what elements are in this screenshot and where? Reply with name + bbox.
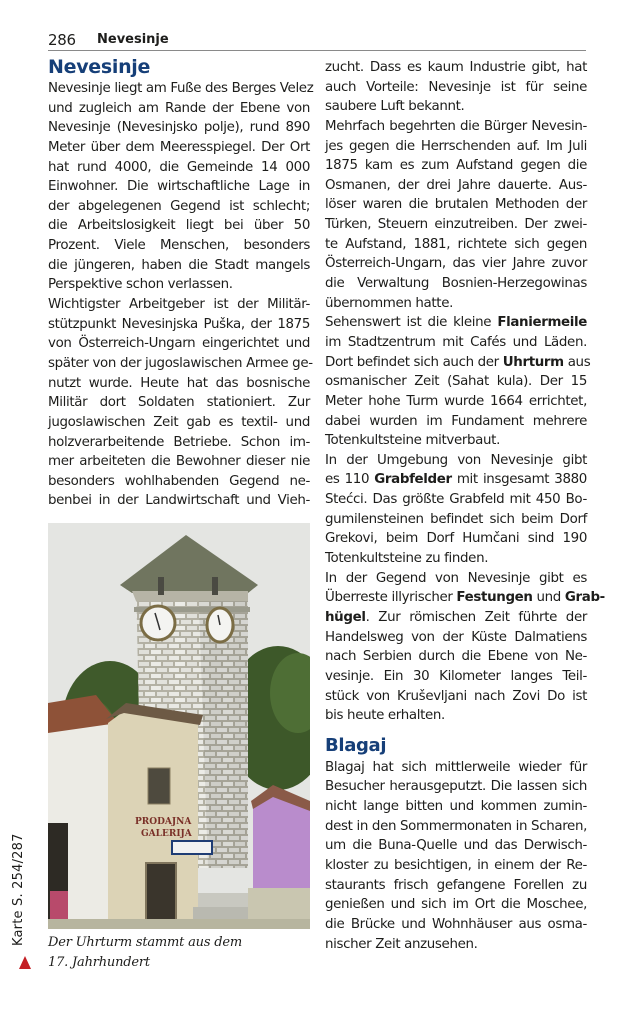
paragraph-blagaj [325,758,587,954]
text-line: dabei wurden im Fundament mehrere [325,413,587,429]
text-line: genießen und sich im Ort die Moschee, [325,897,587,913]
text-line: der abgelegenen Gegend ist schlecht; [48,198,310,214]
running-head [48,30,586,51]
text-line: Österreich-Ungarn, das vier Jahre zuvor [325,256,587,272]
text-line: Türken, Steuern einzutreiben. Der zwei- [325,217,587,233]
text-line: gumilensteinen befindet sich beim Dorf [325,511,587,527]
text-line: zucht. Dass es kaum Industrie gibt, hat [325,60,587,75]
text-line: die Brücke und Wohnhäuser aus osma- [325,916,587,932]
clock-tower-illustration [48,523,310,929]
text-line: Dort befindet sich auch der Uhrturm aus [325,354,591,370]
text-line: die Arbeitslosigkeit liegt bei über 50 [48,218,310,234]
text-line: Besucher herausgeputzt. Die lassen sich [325,779,587,795]
text-line: jes gegen die Herrschenden auf. Im Juli [325,138,587,154]
keyword-flaniermeile: Flaniermeile [497,315,587,331]
keyword-festungen: Festungen [456,590,533,606]
text-line: im Stadtzentrum mit Cafés und Läden. [325,334,587,350]
text-line: Meter hohe Turm wurde 1664 errichtet, [325,393,587,409]
text-line: In der Umgebung von Nevesinje gibt [325,452,587,468]
text-line: mer arbeiteten die Bewohner dieser nie [48,454,310,470]
text-line: stück von Kruševljani nach Zovi Do ist [325,688,587,704]
text-line: Prozent. Viele Menschen, besonders [48,238,310,254]
keyword-grabhuegel: Grab- [564,590,605,606]
text-line: und zugleich am Rande der Ebene von [48,100,310,116]
text-line: 1875 kam es zum Aufstand gegen die [325,158,587,174]
text-line: Osmanen, der drei Jahre dauerte. Aus- [325,177,587,193]
text-line: Überreste illyrischer Festungen und Grab- [325,590,605,606]
paragraph-uprisings [325,117,587,313]
running-title: Nevesinje [97,32,169,47]
text-line: bis heute erhalten. [325,708,445,724]
caption-line: Der Uhrturm stammt aus dem [48,935,243,950]
paragraph-graves [325,451,587,569]
text-line: Totenkultsteine zu finden. [325,551,489,567]
keyword-uhrturm: Uhrturm [502,354,564,370]
text-line: benbei in der Landwirtschaft und Vieh- [48,493,310,509]
svg-text:GALERIJA: GALERIJA [141,829,192,839]
text-line: In der Gegend von Nevesinje gibt es [325,570,587,586]
text-line: jugoslawischen Zeit gab es textil- und [48,414,310,430]
text-line: Grekovi, beim Dorf Humčani sind 190 [325,531,587,547]
left-column [48,55,314,511]
text-line: Militär dort Soldaten stationiert. Zur [48,395,310,411]
text-line: Blagaj hat sich mittlerweile wieder für [325,759,587,775]
text-line: später von der jugoslawischen Armee ge- [48,355,313,371]
text-line: stützpunkt Nevesinjska Puška, der 1875 [48,316,310,332]
svg-text:PRODAJNA: PRODAJNA [135,817,192,827]
paragraph-illyrian [325,569,605,726]
text-line: Mehrfach begehrten die Bürger Nevesin- [325,118,587,134]
text-line: Meter über dem Meeresspiegel. Der Ort [48,139,310,155]
text-line: Totenkultsteine mitverbaut. [325,433,500,449]
text-line: nutzt wurde. Heute hat das bosnische [48,375,310,391]
text-line: Stećci. Das größte Grabfeld mit 450 Bo- [325,492,587,508]
text-line: Handelsweg von der Küste Dalmatiens [325,629,587,645]
paragraph-sights [325,313,591,450]
section-heading-nevesinje: Nevesinje [48,56,151,78]
paragraph-employer [48,295,313,511]
page-number: 286 [48,31,76,49]
text-line: Sehenswert ist die kleine Flaniermeile [325,315,587,331]
map-reference[interactable]: Karte S. 254/287 [11,833,26,946]
text-line: nicht lange bitten und kommen zumin- [325,799,587,815]
text-line: te Aufstand, 1881, richtete sich gegen [325,236,587,252]
paragraph-air [325,58,587,117]
text-line: Einwohner. Die wirtschaftliche Lage in [48,179,310,195]
text-line: saubere Luft bekannt. [325,99,465,115]
text-line: nischer Zeit anzusehen. [325,936,478,952]
text-line: besonders wohlhabenden Gegend ne- [48,473,310,489]
text-line: von Österreich-Ungarn eingerichtet und [48,336,310,352]
right-column [325,58,605,954]
text-line: um die Buna-Quelle und das Derwisch- [325,838,587,854]
triangle-marker-icon [19,956,31,969]
text-line: Wichtigster Arbeitgeber ist der Militär- [48,297,310,313]
text-line: Perspektive schon verlassen. [48,277,233,293]
text-line: löser waren die brutalen Methoden der [325,197,587,213]
text-line: osmanischer Zeit (Sahat kula). Der 15 [325,374,587,390]
text-line: kloster zu besichtigen, in einem der Re- [325,857,587,873]
text-line: nach Serbien durch die Ebene von Ne- [325,649,587,665]
photo-caption [48,933,242,973]
caption-line: 17. Jahrhundert [48,955,150,970]
text-line: staurants frisch gefangene Forellen zu [325,877,587,893]
paragraph-intro [48,79,314,295]
text-line: hat rund 4000, die Gemeinde 14 000 [48,159,310,175]
clock-tower-photo [48,523,310,929]
section-heading-blagaj: Blagaj [325,734,387,756]
text-line: übernommen hatte. [325,295,453,311]
text-line: Nevesinje liegt am Fuße des Berges Velez [48,81,314,96]
text-line: die jüngeren, haben die Stadt mangels [48,257,310,273]
text-line: es 110 Grabfelder mit insgesamt 3880 [325,472,587,488]
keyword-grabfelder: Grabfelder [374,472,452,488]
text-line: auch Vorteile: Nevesinje ist für seine [325,79,587,95]
text-line: hügel. Zur römischen Zeit führte der [325,609,587,625]
text-line: dest in den Sommermonaten in Scharen, [325,818,587,834]
text-line: Nevesinje (Nevesinjsko polje), rund 890 [48,120,310,136]
text-line: holzverarbeitende Betriebe. Schon im- [48,434,310,450]
text-line: vesinje. Ein 30 Kilometer langes Teil- [325,668,587,684]
text-line: die Verwaltung Bosnien-Herzegowinas [325,276,587,292]
